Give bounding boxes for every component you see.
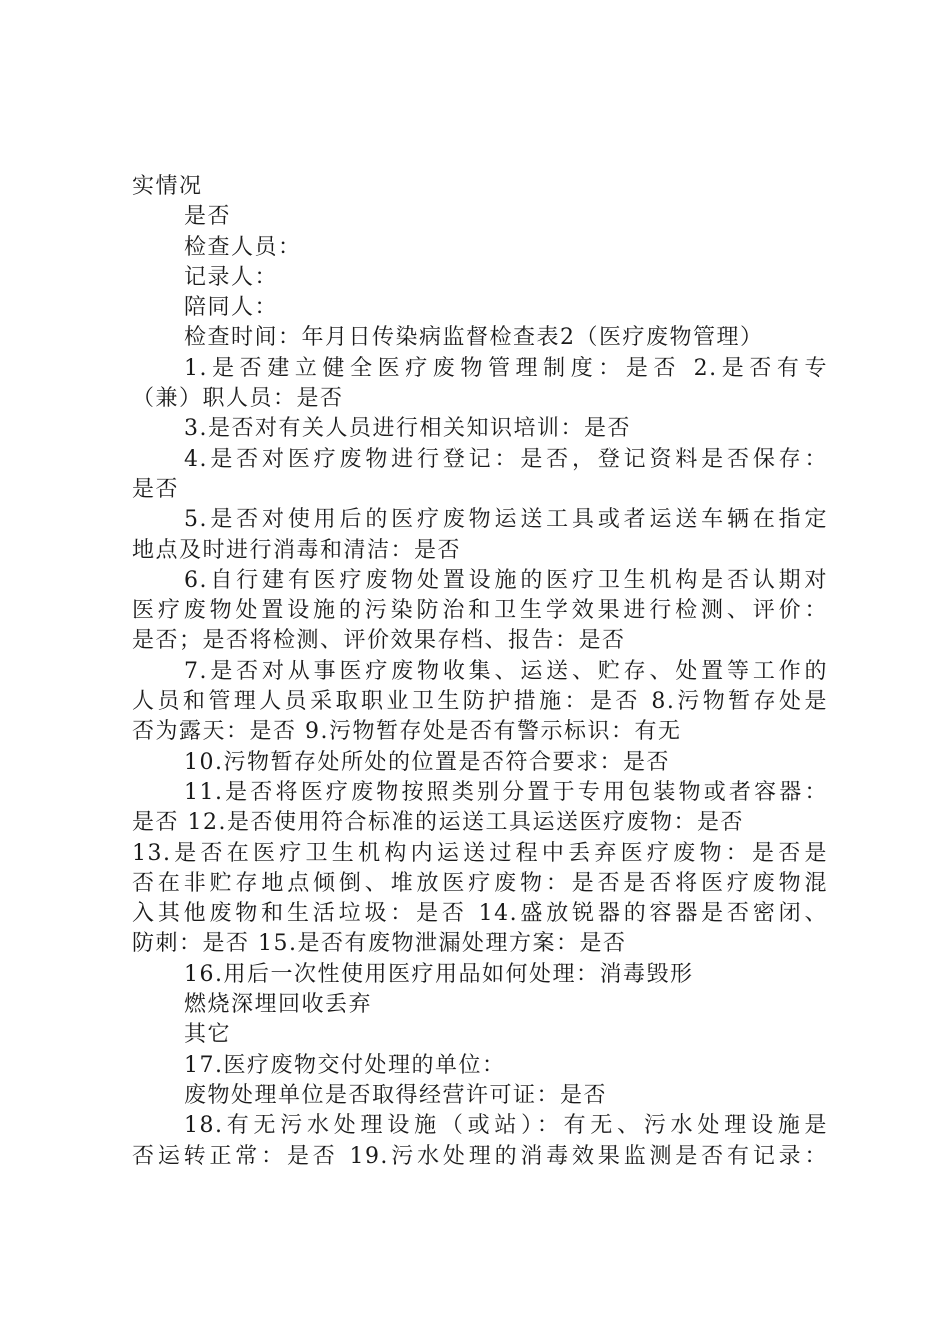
text-line: 人员和管理人员采取职业卫生防护措施：是否 8.污物暂存处是 xyxy=(132,689,828,715)
text-line: 检查时间：年月日传染病监督检查表2（医疗废物管理） xyxy=(184,325,764,351)
text-line: 3.是否对有关人员进行相关知识培训：是否 xyxy=(184,416,631,442)
text-line: 10.污物暂存处所处的位置是否符合要求：是否 xyxy=(184,749,670,775)
text-line: 是否 xyxy=(132,476,180,502)
text-line: 其它 xyxy=(184,1022,232,1048)
text-line: 是否；是否将检测、评价效果存档、报告：是否 xyxy=(132,628,626,654)
text-line: 1.是否建立健全医疗废物管理制度：是否 2.是否有专 xyxy=(184,355,828,381)
text-line: （兼）职人员：是否 xyxy=(132,386,344,412)
text-line: 6.自行建有医疗废物处置设施的医疗卫生机构是否认期对 xyxy=(184,567,828,593)
text-line: 11.是否将医疗废物按照类别分置于专用包装物或者容器： xyxy=(184,779,828,805)
text-line: 否在非贮存地点倾倒、堆放医疗废物：是否是否将医疗废物混 xyxy=(132,870,828,896)
text-line: 检查人员： xyxy=(184,234,302,260)
text-line: 防刺：是否 15.是否有废物泄漏处理方案：是否 xyxy=(132,931,627,957)
text-line: 16.用后一次性使用医疗用品如何处理：消毒毁形 xyxy=(184,961,694,987)
text-line: 13.是否在医疗卫生机构内运送过程中丢弃医疗废物：是否是 xyxy=(132,840,828,866)
text-line: 燃烧深埋回收丢弃 xyxy=(184,992,373,1018)
text-line: 医疗废物处置设施的污染防治和卫生学效果进行检测、评价： xyxy=(132,598,828,624)
text-line: 否为露天：是否 9.污物暂存处是否有警示标识：有无 xyxy=(132,719,682,745)
text-line: 5.是否对使用后的医疗废物运送工具或者运送车辆在指定 xyxy=(184,507,828,533)
text-line: 17.医疗废物交付处理的单位： xyxy=(184,1052,506,1078)
text-line: 是否 xyxy=(184,204,232,230)
text-line: 记录人： xyxy=(184,264,279,290)
document-body xyxy=(132,172,828,1172)
text-line: 陪同人： xyxy=(184,295,279,321)
text-line: 入其他废物和生活垃圾：是否 14.盛放锐器的容器是否密闭、 xyxy=(132,901,828,927)
text-line: 否运转正常：是否 19.污水处理的消毒效果监测是否有记录： xyxy=(132,1143,828,1169)
text-line: 7.是否对从事医疗废物收集、运送、贮存、处置等工作的 xyxy=(184,658,828,684)
text-line: 18.有无污水处理设施（或站）：有无、污水处理设施是 xyxy=(184,1113,828,1139)
text-line: 实情况 xyxy=(132,174,203,199)
text-line: 是否 12.是否使用符合标准的运送工具运送医疗废物：是否 xyxy=(132,810,744,836)
text-line: 废物处理单位是否取得经营许可证：是否 xyxy=(184,1082,608,1108)
text-line: 4.是否对医疗废物进行登记：是否，登记资料是否保存： xyxy=(184,446,828,472)
text-line: 地点及时进行消毒和清洁：是否 xyxy=(132,537,462,563)
